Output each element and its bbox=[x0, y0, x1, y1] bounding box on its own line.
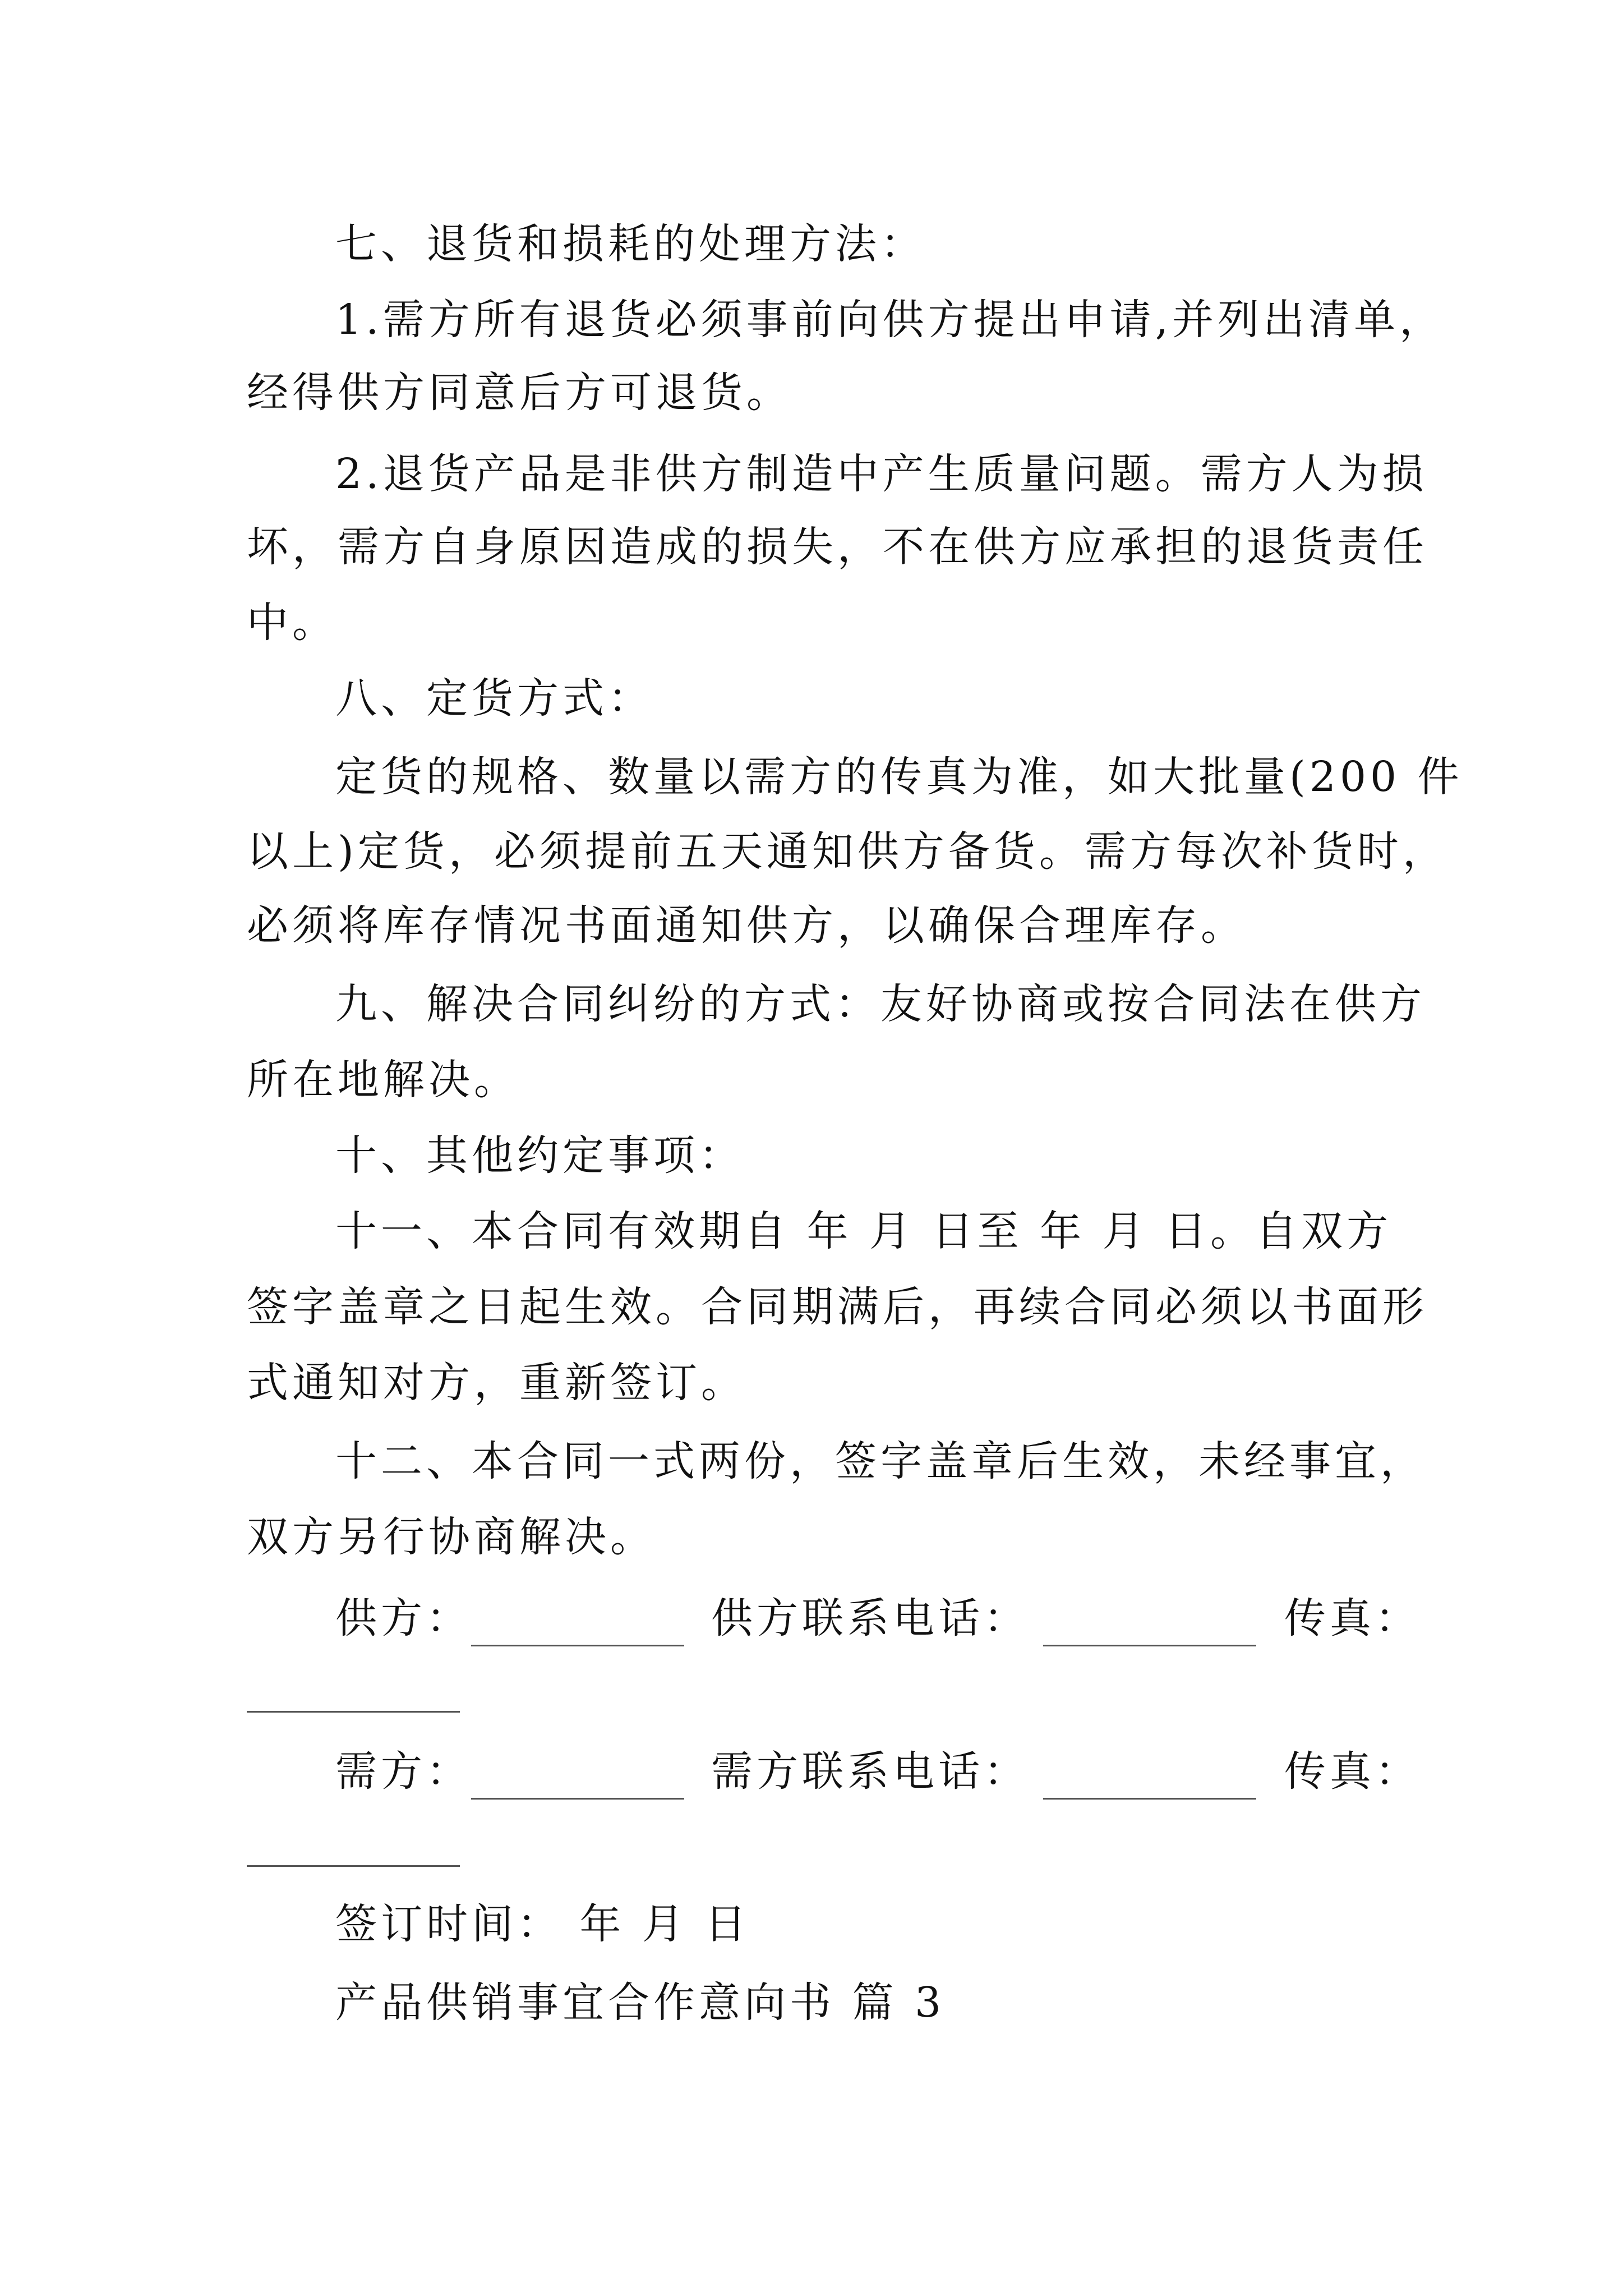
section-8-body-end: 必须将库存情况书面通知供方，以确保合理库存。 bbox=[247, 901, 1246, 950]
section-7-item-2-end: 中。 bbox=[247, 599, 338, 647]
sign-date: 签订时间： 年 月 日 bbox=[335, 1900, 750, 1948]
supplier-phone-blank[interactable] bbox=[1043, 1645, 1256, 1646]
supplier-fax-blank[interactable] bbox=[247, 1711, 460, 1713]
section-7-item-1-cont: 经得供方同意后方可退货。 bbox=[247, 369, 792, 417]
section-12-text: 十二、本合同一式两份，签字盖章后生效，未经事宜， bbox=[335, 1437, 1426, 1485]
section-11-text-end: 式通知对方，重新签订。 bbox=[247, 1359, 746, 1407]
buyer-fax-blank[interactable] bbox=[247, 1865, 460, 1867]
section-9-text-cont: 所在地解决。 bbox=[247, 1056, 519, 1104]
section-8-body-cont: 以上)定货，必须提前五天通知供方备货。需方每次补货时， bbox=[247, 827, 1448, 876]
section-8-title: 八、定货方式： bbox=[335, 674, 653, 723]
section-11-text: 十一、本合同有效期自 年 月 日至 年 月 日。自双方 bbox=[335, 1207, 1393, 1255]
section-7-item-2-cont: 坏，需方自身原因造成的损失，不在供方应承担的退货责任 bbox=[247, 523, 1428, 571]
section-10-title: 十、其他约定事项： bbox=[335, 1131, 744, 1180]
next-section-title: 产品供销事宜合作意向书 篇 3 bbox=[335, 1978, 946, 2027]
buyer-phone-blank[interactable] bbox=[1043, 1798, 1256, 1800]
section-7-title: 七、退货和损耗的处理方法： bbox=[335, 220, 926, 268]
section-9-text: 九、解决合同纠纷的方式：友好协商或按合同法在供方 bbox=[335, 980, 1426, 1028]
supplier-label: 供方： bbox=[335, 1594, 472, 1642]
buyer-fax-label: 传真： bbox=[1284, 1747, 1421, 1796]
section-11-text-cont: 签字盖章之日起生效。合同期满后，再续合同必须以书面形 bbox=[247, 1283, 1428, 1331]
section-12-text-cont: 双方另行协商解决。 bbox=[247, 1513, 656, 1561]
section-8-body: 定货的规格、数量以需方的传真为准，如大批量(200 件 bbox=[335, 753, 1463, 801]
supplier-name-blank[interactable] bbox=[471, 1645, 684, 1646]
buyer-label: 需方： bbox=[335, 1747, 472, 1796]
supplier-fax-label: 传真： bbox=[1284, 1594, 1421, 1642]
buyer-phone-label: 需方联系电话： bbox=[711, 1747, 1029, 1796]
supplier-phone-label: 供方联系电话： bbox=[711, 1594, 1029, 1642]
section-7-item-2: 2.退货产品是非供方制造中产生质量问题。需方人为损 bbox=[335, 450, 1428, 498]
buyer-name-blank[interactable] bbox=[471, 1798, 684, 1800]
section-7-item-1: 1.需方所有退货必须事前向供方提出申请,并列出清单， bbox=[335, 296, 1445, 344]
